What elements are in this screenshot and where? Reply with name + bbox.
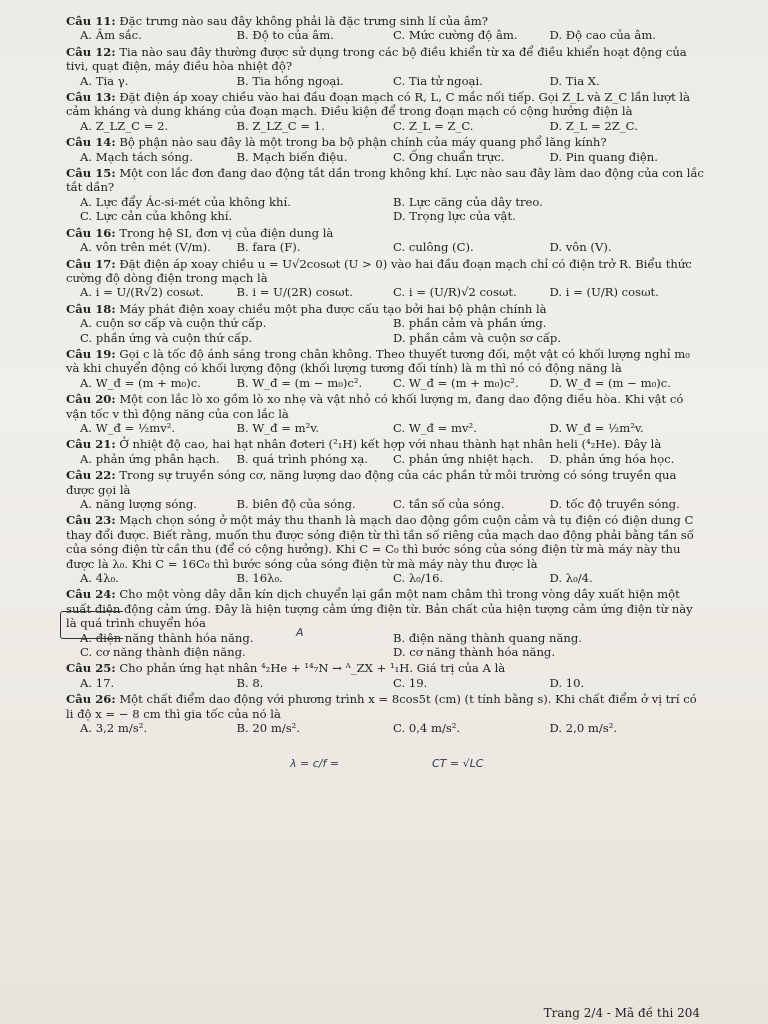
answer-option[interactable]: C. phần ứng và cuộn thứ cấp. [80, 330, 253, 345]
question-stem [66, 587, 706, 630]
answer-option-circled[interactable]: C. Mức cường độ âm. [393, 28, 518, 43]
answer-options [80, 571, 706, 585]
question-block [66, 347, 706, 390]
question-text: Trong sự truyền sóng cơ, năng lượng dao động của các phần tử môi trường có sóng truyền qua được gọi là [66, 468, 677, 497]
answer-option[interactable]: B. Lực căng của dây treo. [393, 194, 543, 209]
answer-option-circled[interactable]: A. 17. [80, 675, 115, 690]
answer-options [80, 195, 706, 224]
handwritten-formula-ct: CT = √LC [432, 757, 484, 770]
answer-option[interactable]: D. i = (U/R) cosωt. [549, 285, 659, 300]
answer-option[interactable]: B. W_đ = m²v. [236, 420, 320, 435]
answer-option[interactable]: B. Mạch biến điệu. [236, 149, 348, 164]
answer-options [80, 376, 706, 390]
question-text: Một chất điểm dao động với phương trình x = 8cos5t (cm) (t tính bằng s). Khi chất điểm ở vị trí có li độ x = − 8 cm thì gia tốc của nó là [66, 692, 697, 721]
answer-option[interactable]: A. Tia γ. [80, 73, 129, 88]
question-number: Câu 24: [66, 587, 116, 602]
handwritten-mark-q22: A [296, 626, 304, 639]
answer-option-circled[interactable]: C. i = (U/R)√2 cosωt. [393, 285, 517, 300]
question-block [66, 166, 706, 224]
question-stem [66, 90, 706, 119]
question-block [66, 135, 706, 164]
answer-option[interactable]: C. 19. [393, 675, 428, 690]
question-stem [66, 14, 706, 28]
question-text: Đặt điện áp xoay chiều vào hai đầu đoạn mạch có R, L, C mắc nối tiếp. Gọi Z_L và Z_C lần lượt là cảm kháng và dung kháng của đoạn mạch. Điều kiện để trong đoạn mạch có cộng hưởng điện là [66, 90, 691, 119]
answer-option[interactable]: B. quá trình phóng xạ. [236, 451, 368, 466]
question-number: Câu 13: [66, 90, 116, 105]
answer-option-circled[interactable]: B. phần cảm và phần ứng. [393, 316, 547, 331]
question-stem [66, 661, 706, 675]
answer-option[interactable]: B. biên độ của sóng. [236, 497, 356, 511]
answer-option[interactable]: C. W_đ = mv². [393, 420, 477, 435]
question-number: Câu 25: [66, 661, 116, 676]
answer-option[interactable]: D. Độ cao của âm. [549, 28, 656, 43]
question-number: Câu 26: [66, 692, 116, 707]
question-text: Ở nhiệt độ cao, hai hạt nhân đơteri (²₁H) kết hợp với nhau thành hạt nhân heli (⁴₂He). Đây là [119, 437, 662, 452]
question-number: Câu 16: [66, 225, 116, 240]
answer-option[interactable]: D. Z_L = 2Z_C. [549, 118, 638, 133]
question-number: Câu 23: [66, 513, 116, 528]
question-block [66, 226, 706, 255]
question-stem [66, 166, 706, 195]
question-block [66, 14, 706, 43]
question-stem [66, 226, 706, 240]
question-block [66, 392, 706, 435]
question-text: Một con lắc đơn đang dao động tắt dần trong không khí. Lực nào sau đây làm dao động của con lắc tắt dần? [66, 166, 704, 195]
question-block [66, 661, 706, 690]
answer-option[interactable]: A. vôn trên mét (V/m). [80, 240, 211, 255]
question-block [66, 587, 706, 659]
answer-option-circled[interactable]: B. Tia hồng ngoại. [236, 73, 344, 88]
question-stem [66, 45, 706, 74]
question-block [66, 90, 706, 133]
question-block [66, 45, 706, 88]
answer-options [80, 150, 706, 164]
answer-option[interactable]: D. tốc độ truyền sóng. [549, 497, 680, 511]
question-number: Câu 12: [66, 44, 116, 59]
answer-option[interactable]: A. Âm sắc. [80, 28, 142, 43]
question-number: Câu 14: [66, 135, 116, 150]
question-block [66, 302, 706, 345]
answer-option[interactable]: D. phần cảm và cuộn sơ cấp. [393, 330, 562, 345]
answer-option[interactable]: A. điện năng thành hóa năng. [80, 630, 254, 645]
answer-option[interactable]: D. 10. [549, 675, 585, 690]
question-stem [66, 302, 706, 316]
answer-option[interactable]: B. 16λ₀. [236, 571, 283, 586]
question-text: Đặt điện áp xoay chiều u = U√2cosωt (U > 0) vào hai đầu đoạn mạch chỉ có điện trở R. Biểu thức cường độ dòng điện trong mạch là [66, 256, 692, 285]
answer-options [80, 119, 706, 133]
question-text: Cho phản ứng hạt nhân ⁴₂He + ¹⁴₇N → ᴬ_ZX + ¹₁H. Giá trị của A là [119, 661, 506, 676]
answer-option[interactable]: A. 3,2 m/s². [80, 721, 148, 736]
answer-option[interactable]: C. culông (C). [393, 240, 474, 255]
question-number: Câu 22: [66, 468, 116, 483]
answer-option-circled[interactable]: C. cơ năng thành điện năng. [80, 645, 246, 660]
answer-option[interactable]: A. i = U/(R√2) cosωt. [80, 285, 204, 300]
answer-option[interactable]: D. λ₀/4. [549, 571, 593, 586]
answer-option[interactable]: C. tần số của sóng. [393, 497, 505, 511]
question-text: Một con lắc lò xo gồm lò xo nhẹ và vật nhỏ có khối lượng m, đang dao động điều hòa. Khi vật có vận tốc v thì động năng của con lắc là [66, 392, 684, 421]
question-text: Trong hệ SI, đơn vị của điện dung là [119, 225, 334, 240]
answer-option[interactable]: D. vôn (V). [549, 240, 612, 255]
question-number: Câu 15: [66, 166, 116, 181]
answer-option[interactable]: C. W_đ = (m + m₀)c². [393, 375, 519, 390]
answer-option-circled[interactable]: C. Lực cản của không khí. [80, 209, 233, 224]
question-text: Gọi c là tốc độ ánh sáng trong chân không. Theo thuyết tương đối, một vật có khối lượng nghỉ m₀ và khi chuyển động có khối lượng động (khối lượng tương đối tính) là m thì nó có động năng là [66, 346, 690, 376]
question-text: Máy phát điện xoay chiều một pha được cấu tạo bởi hai bộ phận chính là [119, 301, 547, 316]
answer-option-circled[interactable]: B. W_đ = (m − m₀)c². [236, 375, 363, 390]
answer-option-circled[interactable]: A. W_đ = ½mv². [80, 420, 176, 435]
answer-option[interactable]: A. Mạch tách sóng. [80, 149, 193, 164]
answer-option[interactable]: A. Z_LZ_C = 2. [80, 118, 169, 133]
question-stem [66, 135, 706, 149]
answer-options [80, 421, 706, 435]
answer-option[interactable]: A. phản ứng phân hạch. [80, 451, 220, 466]
answer-option[interactable]: C. 0,4 m/s². [393, 721, 461, 736]
answer-option-circled[interactable]: B. fara (F). [236, 240, 301, 255]
answer-option[interactable]: C. Tia tử ngoại. [393, 73, 483, 88]
question-stem [66, 347, 706, 376]
answer-options [80, 74, 706, 88]
answer-option[interactable]: D. cơ năng thành hóa năng. [393, 645, 556, 660]
answer-option[interactable]: C. λ₀/16. [393, 571, 444, 586]
answer-options [80, 28, 706, 42]
answer-option[interactable]: D. Trọng lực của vật. [393, 209, 516, 224]
question-text: Mạch chọn sóng ở một máy thu thanh là mạch dao động gồm cuộn cảm và tụ điện có điện dung C thay đổi được. Biết rằng, muốn thu được sóng điện từ thì tần số riêng của mạch dao động phải bằng tần số của sóng điện từ cần thu (để có cộng hưởng). Khi C = C₀ thì bước sóng của sóng điện từ mà máy này thu được là λ₀. Khi C = 16C₀ thì bước sóng của sóng điện từ mà máy này thu được là [66, 513, 694, 571]
question-list [66, 14, 706, 738]
question-block [66, 513, 706, 585]
question-22-pen-box [60, 611, 123, 639]
answer-option-circled[interactable]: A. năng lượng sóng. [80, 497, 197, 511]
answer-options [80, 452, 706, 466]
answer-options [80, 316, 706, 345]
answer-options [80, 676, 706, 690]
answer-option[interactable]: B. điện năng thành quang năng. [393, 630, 582, 645]
answer-option[interactable]: B. 20 m/s². [236, 721, 301, 736]
question-stem [66, 692, 706, 721]
question-number: Câu 17: [66, 256, 116, 271]
question-number: Câu 19: [66, 346, 116, 361]
answer-option-circled[interactable]: C. Ống chuẩn trực. [393, 149, 505, 164]
question-number: Câu 11: [66, 14, 116, 28]
answer-options [80, 497, 706, 511]
question-number: Câu 18: [66, 301, 116, 316]
question-text: Đặc trưng nào sau đây không phải là đặc trưng sinh lí của âm? [119, 14, 488, 28]
answer-option-circled[interactable]: A. 4λ₀. [80, 571, 119, 586]
question-stem [66, 437, 706, 451]
answer-option-circled[interactable]: D. 2,0 m/s². [549, 721, 618, 736]
answer-option[interactable]: A. Lực đẩy Ác-si-mét của không khí. [80, 194, 291, 209]
answer-option[interactable]: D. Pin quang điện. [549, 149, 658, 164]
answer-option[interactable]: D. phản ứng hóa học. [549, 451, 675, 466]
answer-options [80, 240, 706, 254]
question-text: Bộ phận nào sau đây là một trong ba bộ phận chính của máy quang phổ lăng kính? [119, 135, 607, 150]
question-stem [66, 468, 706, 497]
answer-option[interactable]: B. 8. [236, 675, 264, 690]
answer-option[interactable]: B. Z_LZ_C = 1. [236, 118, 325, 133]
page-footer: Trang 2/4 - Mã đề thi 204 [543, 1006, 700, 1020]
answer-option-circled[interactable]: C. phản ứng nhiệt hạch. [393, 451, 534, 466]
answer-option[interactable]: D. W_đ = (m − m₀)c. [549, 375, 671, 390]
question-block [66, 437, 706, 466]
answer-option[interactable]: B. i = U/(2R) cosωt. [236, 285, 353, 300]
answer-option-circled[interactable]: C. Z_L = Z_C. [393, 118, 474, 133]
question-stem [66, 392, 706, 421]
answer-option[interactable]: D. Tia X. [549, 73, 600, 88]
question-stem [66, 257, 706, 286]
question-text: Cho một vòng dây dẫn kín dịch chuyển lại gần một nam châm thì trong vòng dây xuất hiện một suất điện động cảm ứng. Đây là hiện tượng cảm ứng điện từ. Bản chất của hiện tượng cảm ứng điện từ này là quá trình chuyển hóa [66, 587, 693, 631]
answer-option[interactable]: B. Độ to của âm. [236, 28, 334, 43]
question-number: Câu 21: [66, 437, 116, 452]
handwritten-formula-wavelength: λ = c/f = [290, 757, 340, 770]
answer-option[interactable]: A. W_đ = (m + m₀)c. [80, 375, 201, 390]
question-stem [66, 513, 706, 571]
answer-options [80, 721, 706, 735]
answer-option[interactable]: D. W_đ = ½m²v. [549, 420, 644, 435]
question-block [66, 692, 706, 735]
question-text: Tia nào sau đây thường được sử dụng trong các bộ điều khiển từ xa để điều khiển hoạt động của tivi, quạt điện, máy điều hòa nhiệt độ? [66, 44, 687, 74]
answer-options [80, 285, 706, 299]
answer-option[interactable]: A. cuộn sơ cấp và cuộn thứ cấp. [80, 316, 267, 331]
question-number: Câu 20: [66, 392, 116, 407]
answer-options [80, 631, 706, 660]
question-block [66, 468, 706, 511]
question-block [66, 257, 706, 300]
